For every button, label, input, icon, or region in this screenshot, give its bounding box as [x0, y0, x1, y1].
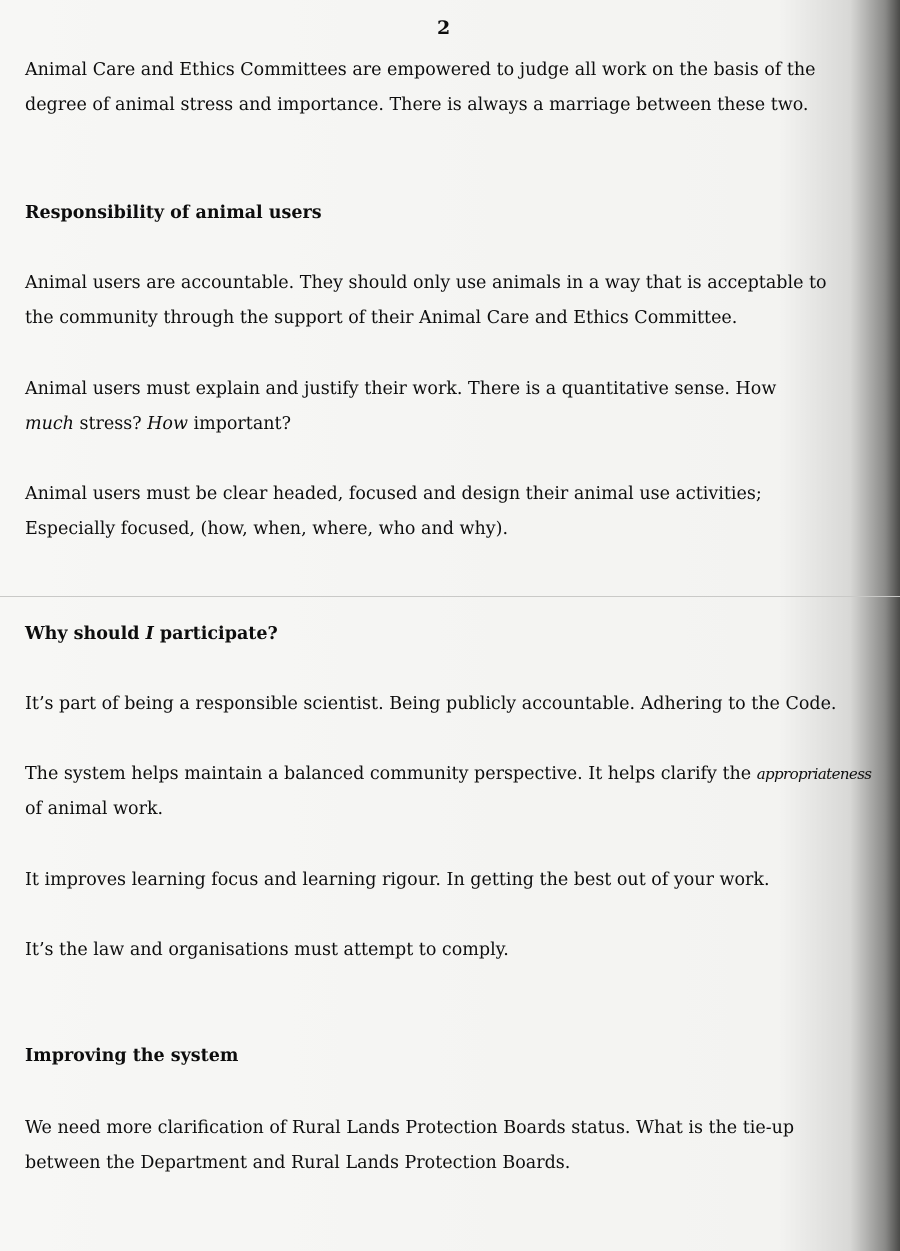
emphasis-much: much [25, 414, 74, 434]
responsibility-paragraph-1 [25, 266, 827, 336]
responsibility-p3-line-1: Animal users must be clear headed, focused and design their animal use activities; [25, 484, 762, 504]
participate-paragraph-4: It’s the law and organisations must attempt to comply. [25, 940, 509, 960]
participate-p2-line-2: of animal work. [25, 799, 164, 819]
text-important: important? [187, 414, 291, 434]
responsibility-p3-line-2: Especially focused, (how, when, where, who and why). [25, 519, 509, 539]
heading-participate-post: participate? [153, 624, 278, 644]
responsibility-paragraph-2 [25, 372, 776, 442]
heading-participate-pre: Why should [25, 624, 146, 644]
participate-paragraph-1: It’s part of being a responsible scientist. Being publicly accountable. Adhering to the Code. [25, 694, 837, 714]
heading-participate [25, 617, 278, 652]
improving-paragraph-1 [25, 1111, 794, 1181]
improving-p1-line-1: We need more clarification of Rural Lands Protection Boards status. What is the tie-up [25, 1118, 795, 1138]
heading-responsibility: Responsibility of animal users [25, 203, 322, 223]
intro-line-1: Animal Care and Ethics Committees are empowered to judge all work on the basis of the [25, 60, 816, 80]
participate-p2-line-1 [25, 757, 871, 792]
page-number: 2 [437, 17, 451, 39]
responsibility-p2-line-1: Animal users must explain and justify their work. There is a quantitative sense. How [25, 379, 777, 399]
page-fold-line [0, 596, 900, 597]
participate-paragraph-3: It improves learning focus and learning rigour. In getting the best out of your work. [25, 870, 770, 890]
responsibility-p1-line-2: the community through the support of their Animal Care and Ethics Committee. [25, 308, 738, 328]
responsibility-p1-line-1: Animal users are accountable. They should only use animals in a way that is acceptable to [25, 273, 827, 293]
intro-line-2: degree of animal stress and importance. There is always a marriage between these two. [25, 95, 809, 115]
heading-participate-emphasis: I [145, 624, 154, 644]
emphasis-how: How [147, 414, 188, 434]
participate-p2-text: The system helps maintain a balanced community perspective. It helps clarify the [25, 764, 757, 784]
heading-improving: Improving the system [25, 1046, 239, 1066]
intro-paragraph [25, 53, 816, 123]
text-stress: stress? [73, 414, 148, 434]
responsibility-p2-line-2 [25, 407, 776, 442]
responsibility-paragraph-3 [25, 477, 762, 547]
emphasis-appropriateness: appropriateness [756, 765, 872, 783]
participate-paragraph-2 [25, 757, 871, 827]
improving-p1-line-2: between the Department and Rural Lands Protection Boards. [25, 1153, 571, 1173]
